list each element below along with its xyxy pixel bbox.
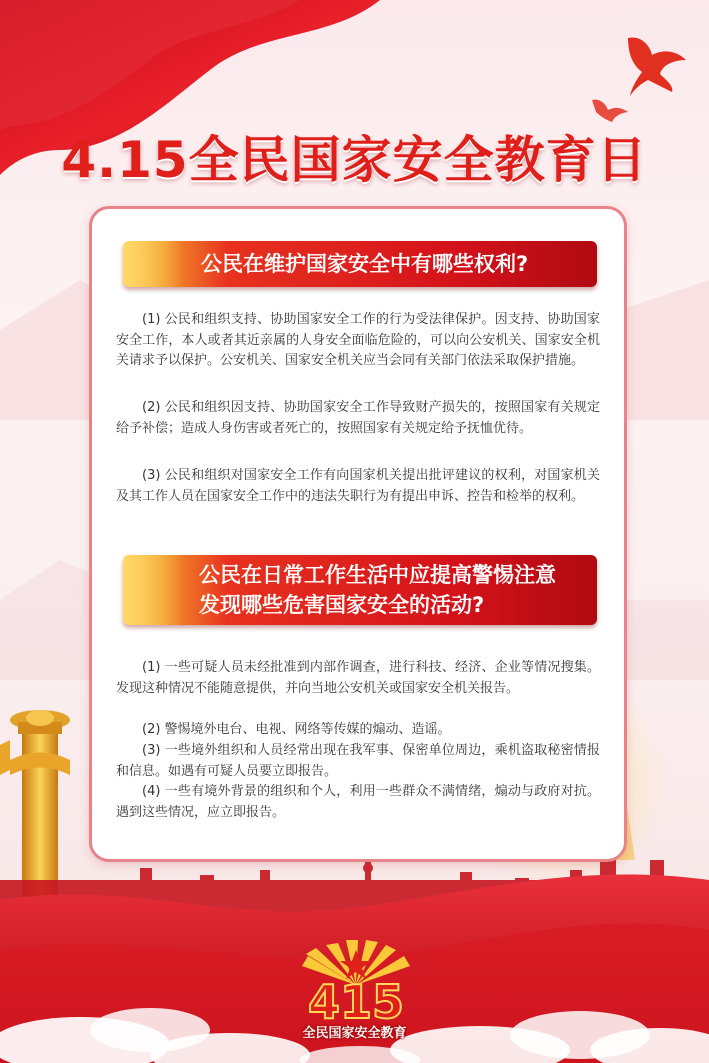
section1-heading: 公民在维护国家安全中有哪些权利? xyxy=(201,252,529,276)
logo-caption: 全民国家安全教育 xyxy=(302,1026,407,1041)
dove-icon xyxy=(592,37,686,122)
section2-paragraph-4: (4) 一些有境外背景的组织和个人，利用一些群众不满情绪，煽动与政府对抗。遇到这些情况，应立即报告。 xyxy=(116,784,600,820)
section1-paragraph-1: (1) 公民和组织支持、协助国家安全工作的行为受法律保护。因支持、协助国家安全工作，本人或者其近亲属的人身安全面临危险的，可以向公安机关、国家安全机关请求予以保护。公安机关、国家安全机关应当会同有关部门依法采取保护措施。 xyxy=(116,312,600,368)
section2-paragraph-3: (3) 一些境外组织和人员经常出现在我军事、保密单位周边，乘机盗取秘密情报和信息。如遇有可疑人员要立即报告。 xyxy=(116,743,600,779)
section2-paragraph-1: (1) 一些可疑人员未经批准到内部作调查，进行科技、经济、企业等情况搜集。发现这种情况不能随意提供，并向当地公安机关或国家安全机关报告。 xyxy=(116,660,600,696)
section2-heading-line1: 公民在日常工作生活中应提高警惕注意 xyxy=(199,563,556,587)
logo-number: 415 xyxy=(307,975,405,1029)
section1-paragraph-3: (3) 公民和组织对国家安全工作有向国家机关提出批评建议的权利，对国家机关及其工作人员在国家安全工作中的违法失职行为有提出申诉、控告和检举的权利。 xyxy=(116,468,600,504)
section2-paragraph-2: (2) 警惕境外电台、电视、网络等传媒的煽动、造谣。 xyxy=(142,722,451,737)
section2-heading-line2: 发现哪些危害国家安全的活动? xyxy=(199,593,485,617)
section2-heading-banner xyxy=(123,555,597,625)
section2-heading xyxy=(123,555,597,620)
section1-paragraph-2: (2) 公民和组织因支持、协助国家安全工作导致财产损失的，按照国家有关规定给予补偿；造成人身伤害或者死亡的，按照国家有关规定给予抚恤优待。 xyxy=(116,400,600,436)
section1-heading-banner xyxy=(123,241,597,287)
poster-title: 4.15全民国家安全教育日 xyxy=(61,131,648,189)
